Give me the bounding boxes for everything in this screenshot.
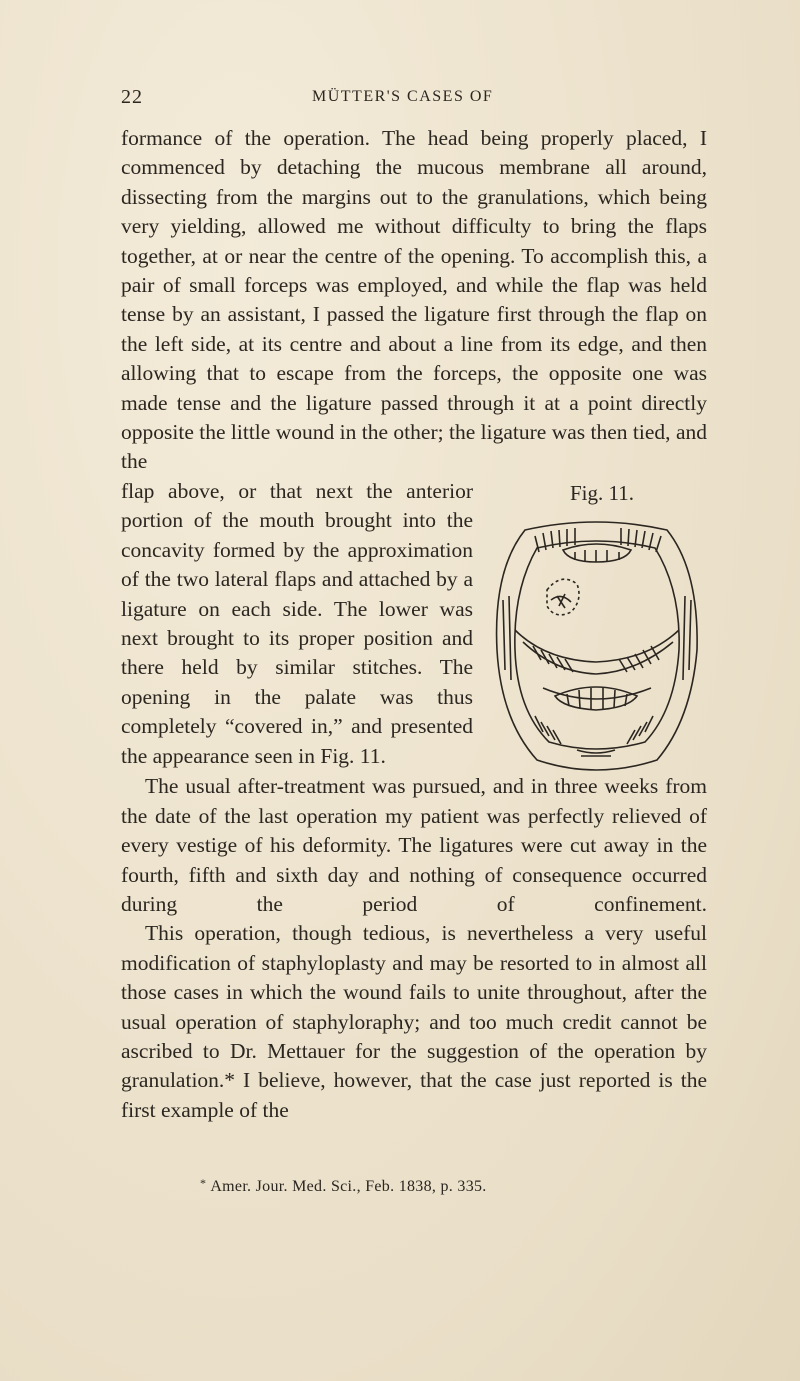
paragraph-1-wrapped: flap above, or that next the anterior portion of the mouth brought into the concavity formed by the approximation of the two lateral flaps and attached by a ligature on each side. The lower was next brought to its proper position and there held by similar stitches. The opening in the palate was thus completely “covered in,” and presented the appearance seen in Fig. 11. [121, 478, 473, 768]
palate-illustration-icon [485, 510, 707, 772]
running-head: MÜTTER'S CASES OF [312, 88, 494, 105]
footnote [200, 1176, 487, 1196]
page-header [0, 86, 800, 116]
paragraph-1-top: formance of the operation. The head being properly placed, I commenced by detaching the mucous membrane all around, dissecting from the margins out to the granulations, which being very yielding, allowed me without difficulty to bring the flaps together, at or near the centre of the opening. To accomplish this, a pair of small forceps was employed, and while the flap was held tense by an assistant, I passed the ligature first through the flap on the left side, at its centre and about a line from its edge, and then allowing that to escape from the forceps, the opposite one was made tense and the ligature passed through it at a point directly opposite the little wound in the other; the ligature was then tied, and the [121, 126, 707, 474]
footnote-text: Amer. Jour. Med. Sci., Feb. 1838, p. 335. [210, 1178, 487, 1195]
body-text [121, 124, 707, 1125]
footnote-mark: * [200, 1176, 207, 1190]
figure-wrap-block [121, 477, 707, 772]
paragraph-2: The usual after-treatment was pursued, and in three weeks from the date of the last operation my patient was perfectly relieved of every vestige of his deformity. The ligatures were cut away in the fourth, fifth and sixth day and nothing of consequence occurred during the period of confinement. [121, 774, 707, 916]
figure-caption: Fig. 11. [570, 480, 634, 505]
wrapped-text-column [121, 477, 473, 771]
paragraph-3: This operation, though tedious, is nevertheless a very useful modification of staphyloplasty and may be resorted to in almost all those cases in which the wound fails to unite throughout, after the usual operation of staphyloraphy; and too much credit cannot be ascribed to Dr. Mettauer for the suggestion of the operation by granulation.* I believe, however, that the case just reported is the first example of the [121, 921, 707, 1122]
figure-11 [485, 477, 707, 772]
page-number: 22 [121, 86, 143, 108]
